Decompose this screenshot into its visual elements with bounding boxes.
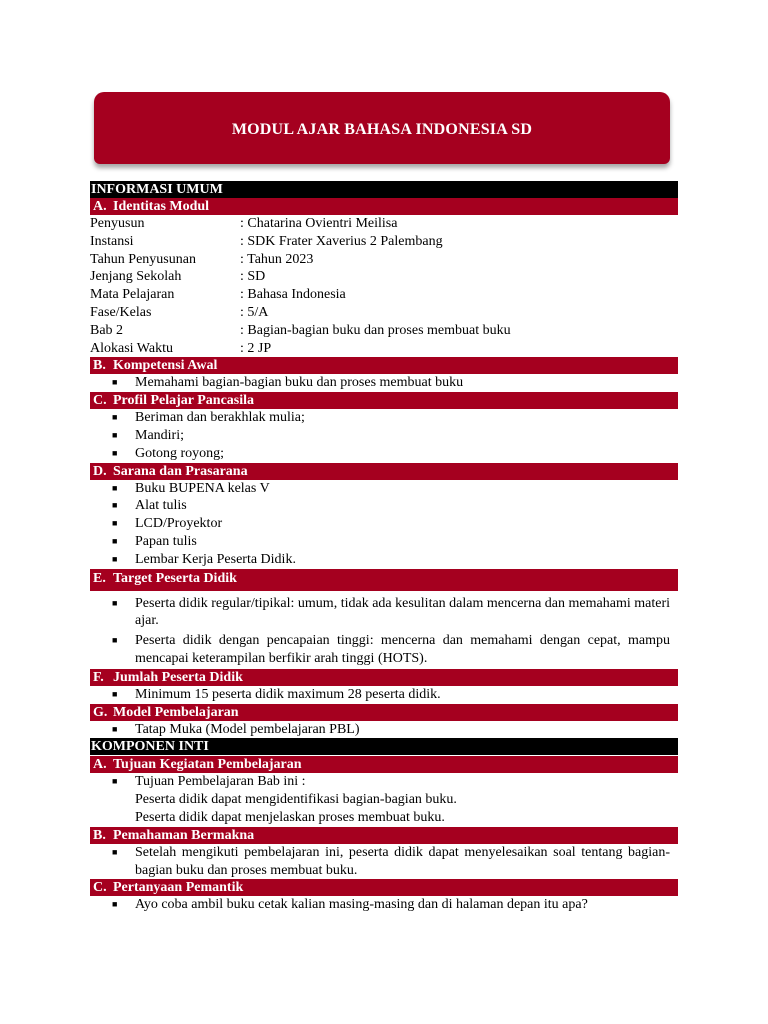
list-item [90,445,678,463]
list-item-text: Buku BUPENA kelas V [135,480,270,496]
list-item-text: Tatap Muka (Model pembelajaran PBL) [135,721,360,737]
row-value: : Chatarina Ovientri Meilisa [240,216,398,231]
list-item [90,533,678,551]
list-item [90,409,678,427]
document-body [90,181,678,914]
list-item-text: Memahami bagian-bagian buku dan proses membuat buku [135,375,464,391]
list-item [90,427,678,445]
bullet-square-icon: ■ [112,723,118,734]
list-item [90,374,678,392]
heading-pertanyaan-pemantik [90,879,678,896]
identitas-table [90,215,678,357]
list-item-text: Lembar Kerja Peserta Didik. [135,551,296,567]
heading-text: Model Pembelajaran [113,704,239,720]
heading-text: Tujuan Kegiatan Pembelajaran [113,757,302,773]
jumlah-list [90,686,678,704]
profil-list [90,409,678,462]
bullet-square-icon: ■ [112,377,118,388]
list-item [90,844,678,880]
tujuan-line: Peserta didik dapat mengidentifikasi bagian-bagian buku. [135,792,457,808]
row-value: : SD [240,269,266,285]
heading-letter: A. [93,199,107,214]
pemahaman-list [90,844,678,880]
bullet-square-icon: ■ [112,688,118,699]
target-list [90,591,678,668]
heading-tujuan-kegiatan [90,756,678,773]
sarana-list [90,480,678,569]
identitas-row [90,215,678,233]
bullet-square-icon: ■ [112,899,118,910]
heading-identitas-modul [90,198,678,215]
heading-letter: E. [93,570,106,586]
row-value: : 5/A [240,304,269,320]
heading-text: Pemahaman Bermakna [113,827,255,843]
tujuan-line: Peserta didik dapat menjelaskan proses membuat buku. [135,809,445,825]
list-item [90,773,678,826]
list-item-text: Peserta didik regular/tipikal: umum, tidak ada kesulitan dalam mencerna dan memahami materi ajar. [135,595,670,629]
heading-pemahaman-bermakna [90,827,678,844]
heading-text: Profil Pelajar Pancasila [113,393,255,409]
list-item [90,480,678,498]
identitas-row [90,233,678,251]
row-label: Jenjang Sekolah [90,269,182,285]
row-value: : Bahasa Indonesia [240,287,346,303]
bullet-square-icon: ■ [112,553,118,564]
list-item-text: Beriman dan berakhlak mulia; [135,410,305,426]
kompetensi-list [90,374,678,392]
heading-text: Jumlah Peserta Didik [113,669,243,685]
bullet-square-icon: ■ [112,500,118,511]
bullet-square-icon: ■ [112,776,118,787]
row-label: Fase/Kelas [90,304,152,320]
heading-sarana-prasarana [90,463,678,480]
list-item-text: Minimum 15 peserta didik maximum 28 peserta didik. [135,686,441,702]
row-value: : Tahun 2023 [240,251,314,267]
heading-letter: G. [93,704,108,720]
list-item-text: Gotong royong; [135,445,225,461]
row-label: Mata Pelajaran [90,287,175,303]
list-item-text: Ayo coba ambil buku cetak kalian masing-masing dan di halaman depan itu apa? [135,897,588,913]
bullet-square-icon: ■ [112,482,118,493]
list-item [90,497,678,515]
heading-text: Identitas Modul [113,199,210,214]
list-item [90,686,678,704]
bullet-square-icon: ■ [112,846,118,857]
heading-letter: F. [93,669,104,685]
heading-letter: C. [93,880,107,896]
heading-profil-pelajar [90,392,678,409]
list-item-text: Mandiri; [135,427,184,443]
heading-letter: A. [93,757,107,773]
heading-text: Sarana dan Prasarana [113,463,248,479]
heading-letter: B. [93,358,106,374]
heading-model-pembelajaran [90,704,678,721]
tujuan-list [90,773,678,826]
heading-kompetensi-awal [90,357,678,374]
section-informasi-umum: INFORMASI UMUM [90,181,678,198]
bullet-square-icon: ■ [112,535,118,546]
identitas-row [90,340,678,358]
identitas-row [90,304,678,322]
bullet-square-icon: ■ [112,597,118,608]
bullet-square-icon: ■ [112,412,118,423]
bullet-square-icon: ■ [112,429,118,440]
identitas-row [90,322,678,340]
row-value: : SDK Frater Xaverius 2 Palembang [240,233,443,249]
list-item-text: Papan tulis [135,533,197,549]
bullet-square-icon: ■ [112,518,118,529]
identitas-row [90,268,678,286]
list-item [90,515,678,533]
pertanyaan-list [90,896,678,914]
list-item-text: Alat tulis [135,498,187,514]
heading-text: Pertanyaan Pemantik [113,880,244,896]
row-value: : Bagian-bagian buku dan proses membuat buku [240,322,511,338]
heading-text: Kompetensi Awal [113,358,218,374]
list-item-text: LCD/Proyektor [135,516,223,532]
list-item-text: Setelah mengikuti pembelajaran ini, peserta didik dapat menyelesaikan soal tentang bagian-bagian buku dan proses membuat buku. [135,844,670,878]
heading-target-peserta [90,569,678,591]
heading-text: Target Peserta Didik [113,570,237,586]
list-item [90,721,678,739]
heading-letter: C. [93,393,107,409]
section-komponen-inti: KOMPONEN INTI [90,738,678,755]
list-item-text: Peserta didik dengan pencapaian tinggi: mencerna dan memahami dengan cepat, mampu mencapai keterampilan berfikir arah tinggi (HOTS). [135,633,670,666]
list-item [90,896,678,914]
model-list [90,721,678,739]
row-value: : 2 JP [240,340,272,356]
row-label: Instansi [90,233,134,249]
identitas-row [90,286,678,304]
list-item [90,551,678,569]
row-label: Bab 2 [90,322,124,338]
bullet-square-icon: ■ [112,635,118,646]
heading-letter: D. [93,463,107,479]
row-label: Tahun Penyusunan [90,251,196,267]
bullet-square-icon: ■ [112,447,118,458]
identitas-row [90,251,678,269]
list-item [90,595,678,631]
list-item [90,632,678,668]
title-banner [94,92,670,164]
heading-letter: B. [93,827,106,843]
document-title: MODUL AJAR BAHASA INDONESIA SD [231,121,533,138]
heading-jumlah-peserta [90,669,678,686]
row-label: Penyusun [90,216,145,231]
row-label: Alokasi Waktu [90,340,173,356]
list-item-text: Tujuan Pembelajaran Bab ini : [135,774,306,790]
